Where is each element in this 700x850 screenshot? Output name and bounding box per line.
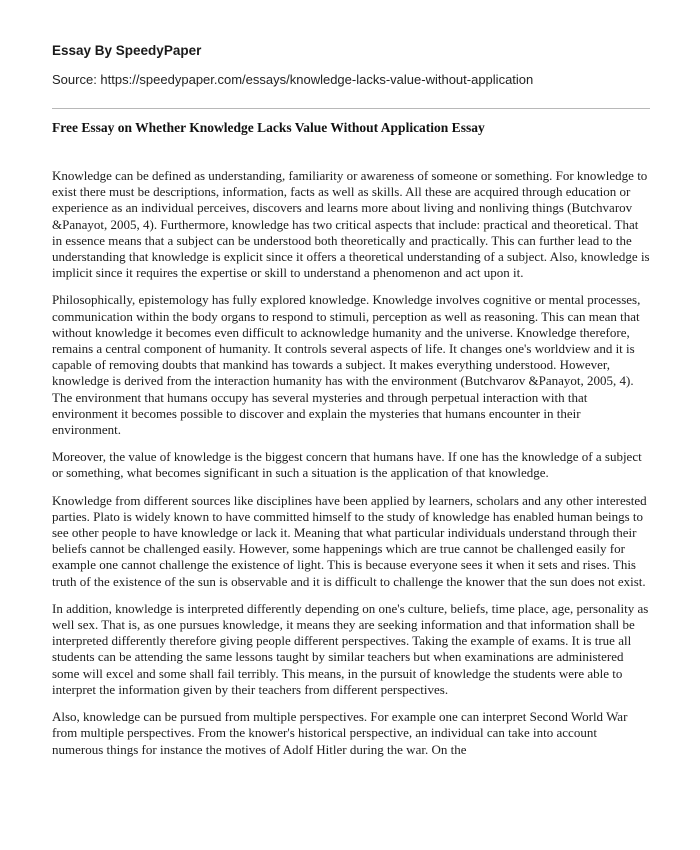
essay-paragraph: Knowledge from different sources like disciplines have been applied by learners, scholars and any other interested parties. Plato is widely known to have committed himself to the study of knowledge has enabled human beings to see other people to have knowledge or lack it. Meaning that what particular individuals understand through their beliefs cannot be challenged easily. However, some happenings which are true cannot be challenged easily for example one cannot challenge the existence of light. This is because everyone sees it when it sets and rises. This truth of the existence of the sun is observable and it is difficult to challenge the knower that the sun does not exist. — [52, 492, 647, 589]
header-divider — [52, 108, 650, 109]
publisher-heading: Essay By SpeedyPaper — [52, 43, 202, 58]
essay-paragraph: Philosophically, epistemology has fully explored knowledge. Knowledge involves cognitive or mental processes, communication within the body organs to respond to stimuli, perception as well as reasoning. This can mean that without knowledge it becomes even difficult to acknowledge humanity and the universe. Knowledge therefore, remains a central component of humanity. It controls several aspects of life. It changes one's worldview and it is capable of removing doubts that mankind has towards a subject. It makes everything understood. However, knowledge is derived from the interaction humanity has with the environment (Butchvarov &Panayot, 2005, 4). The environment that humans occupy has several mysteries and through perpetual interaction with that environment it becomes possible to discover and explain the mysteries that humans encounter in their environment. — [52, 292, 641, 438]
essay-paragraph: In addition, knowledge is interpreted differently depending on one's culture, beliefs, time place, age, personality as well sex. That is, as one pursues knowledge, it means they are seeking information and that information shall be interpreted differently therefore giving people different perspectives. Taking the example of exams. It is true all students can be attending the same lessons taught by similar teachers but when examinations are administered some will excel and some shall fail terribly. This means, in the pursuit of knowledge the students were able to interpret the information given by their teachers from different perspectives. — [52, 600, 649, 697]
essay-title: Free Essay on Whether Knowledge Lacks Value Without Application Essay — [52, 120, 485, 135]
essay-paragraph: Knowledge can be defined as understanding, familiarity or awareness of someone or something. For knowledge to exist there must be descriptions, information, facts as well as skills. All these are acquired through education or experience as an individual perceives, discovers and learns more about living and nonliving things (Butchvarov &Panayot, 2005, 4). Furthermore, knowledge has two critical aspects that include: practical and theoretical. That in essence means that a subject can be understood both theoretically and practically. This can further lead to the understanding that knowledge is explicit since it offers a theoretical understanding of a subject. Also, knowledge is implicit since it requires the expertise or skill to understand a phenomenon and act upon it. — [52, 168, 650, 281]
essay-paragraph: Moreover, the value of knowledge is the biggest concern that humans have. If one has the knowledge of a subject or something, what becomes significant in such a situation is the application of that knowledge. — [52, 449, 642, 481]
essay-body — [52, 168, 650, 769]
source-url: Source: https://speedypaper.com/essays/knowledge-lacks-value-without-application — [52, 72, 534, 87]
essay-paragraph: Also, knowledge can be pursued from multiple perspectives. For example one can interpret Second World War from multiple perspectives. From the knower's historical perspective, an individual can take into account numerous things for instance the motives of Adolf Hitler during the war. On the — [52, 709, 628, 757]
